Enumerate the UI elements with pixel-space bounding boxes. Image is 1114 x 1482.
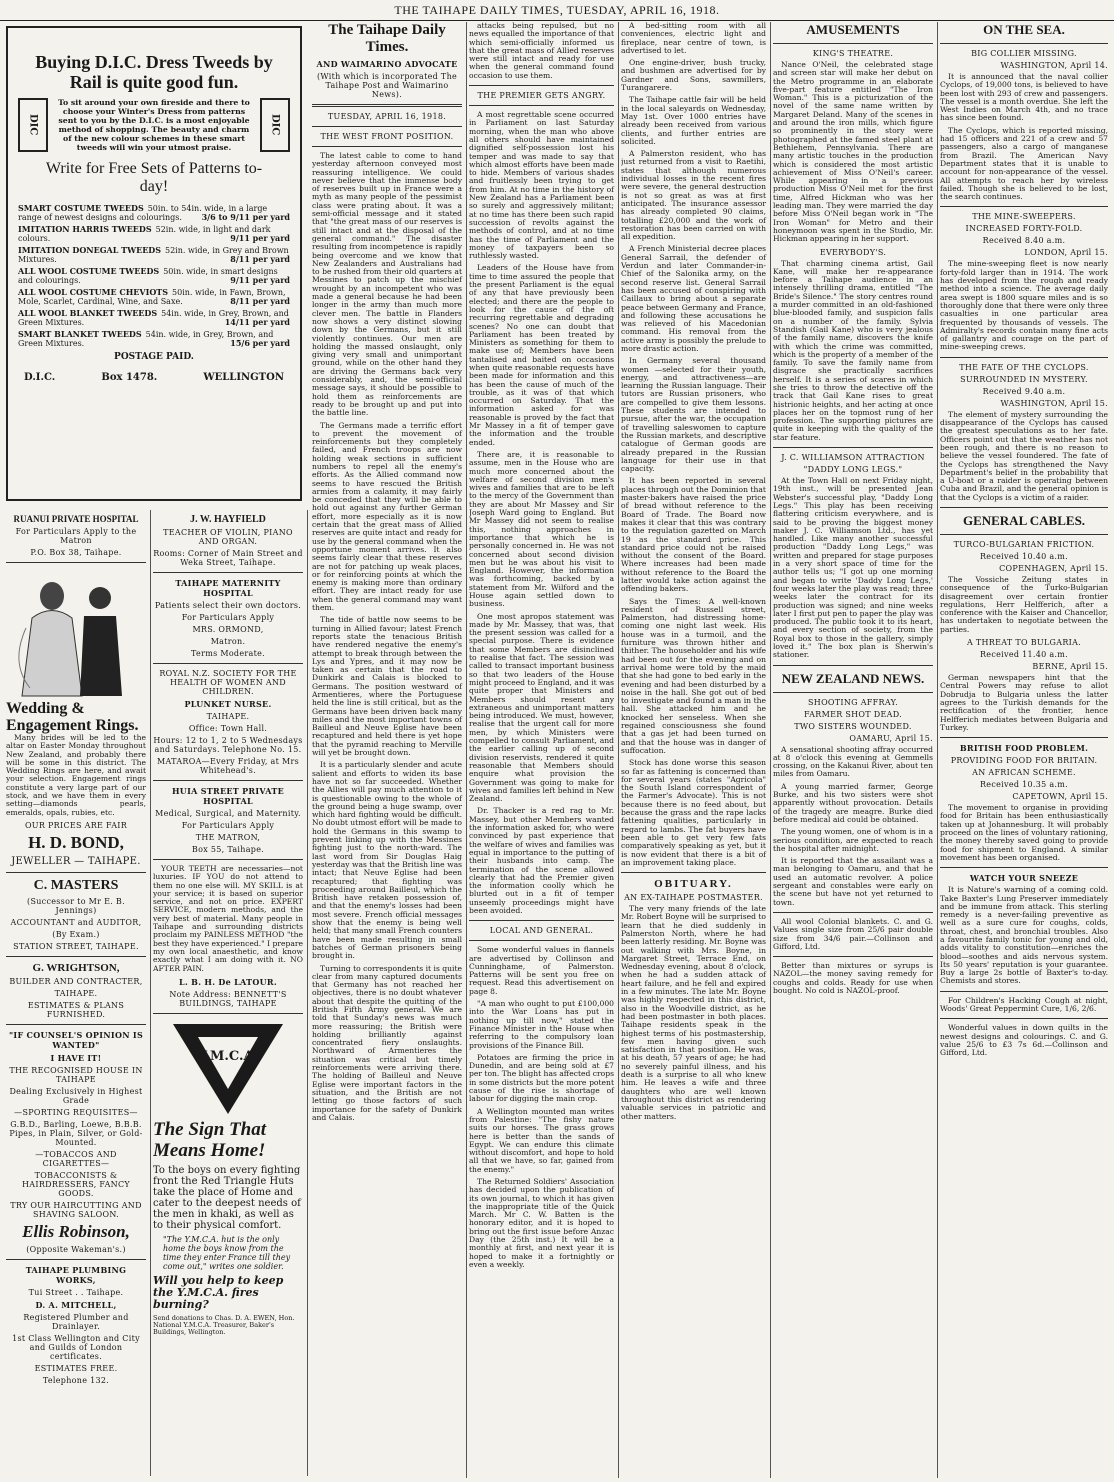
plunket-4: Office: Town Hall. bbox=[188, 724, 268, 733]
local-item: It has been reported in several places through out the Dominion that master-bakers have raised the price of bread without reference to the Board of Trade. The Board now makes it clear that this was contrary to the regulation gazetted on March 19 as the standard price. This standard price could not be raised without the consent of the Board. Where increases had been made without reference to the Board the latter would take action against the offending bakers. bbox=[621, 476, 766, 594]
fate-head: THE FATE OF THE CYCLOPS. bbox=[959, 362, 1089, 372]
counsel-5: —SPORTING REQUISITES— bbox=[14, 1107, 138, 1117]
huia-3: For Particulars Apply bbox=[181, 821, 275, 830]
counsel-7: —TOBACCOS AND CIGARETTES— bbox=[35, 1149, 117, 1168]
kings-head: KING'S THEATRE. bbox=[812, 49, 894, 58]
shoot-dateline: OAMARU, April 15. bbox=[849, 733, 933, 743]
blankets-notice: All wool Colonial blankets. C. and G. Values single size from 25/6 pair double size from 34/6 pair.—Collinson and Gifford, Ltd. bbox=[773, 916, 933, 951]
paper-date: TUESDAY, APRIL 16, 1918. bbox=[327, 112, 447, 121]
shoot-head-1: SHOOTING AFFRAY. bbox=[808, 697, 898, 707]
dic-postage: POSTAGE PAID. bbox=[114, 352, 194, 362]
dic-item bbox=[18, 267, 290, 285]
maternity-4: MRS. ORMOND, bbox=[192, 625, 264, 634]
fate-sub: SURROUNDED IN MYSTERY. bbox=[960, 374, 1088, 384]
dic-item bbox=[18, 309, 290, 327]
dic-item bbox=[18, 225, 290, 243]
hayfield-role: TEACHER OF VIOLIN, PIANO AND ORGAN. bbox=[163, 528, 293, 546]
article-paragraph: The young women, one of whom is in a serious condition, are expected to reach the hospital after midnight. bbox=[773, 827, 933, 853]
local-head: LOCAL AND GENERAL. bbox=[489, 926, 594, 936]
amusements-head: AMUSEMENTS bbox=[806, 22, 900, 37]
ymca-quote: "The Y.M.C.A. hut is the only home the boys know from the time they enter France till they come out," writes one soldier. bbox=[163, 1234, 291, 1271]
obituary-sub: AN EX-TAIHAPE POSTMASTER. bbox=[624, 893, 763, 903]
kings-body bbox=[773, 61, 933, 244]
huia-4: THE MATRON, bbox=[195, 833, 261, 842]
food-recv: Received 10.35 a.m. bbox=[979, 780, 1069, 790]
dic-item-desc: 52in. wide, in Grey and Brown Mixtures. bbox=[18, 246, 289, 264]
dic-item-price: 3/6 to 9/11 per yard bbox=[201, 212, 290, 222]
premier-body bbox=[469, 111, 614, 915]
west-front-head: THE WEST FRONT POSITION. bbox=[320, 132, 454, 141]
paper-title: The Taihape Daily Times. bbox=[328, 22, 446, 55]
dic-footer-left: D.I.C. bbox=[24, 372, 56, 383]
masters-name: C. MASTERS bbox=[33, 877, 119, 893]
general-cables-head: GENERAL CABLES. bbox=[962, 512, 1086, 528]
dic-item-name: ALL WOOL COSTUME CHEVIOTS bbox=[18, 287, 169, 297]
ymca-ask: Will you help to keep the Y.M.C.A. fires burning? bbox=[153, 1273, 284, 1311]
shoot-body bbox=[773, 746, 933, 907]
bride-illustration bbox=[12, 568, 140, 698]
maternity-5: Matron. bbox=[210, 637, 246, 646]
dic-footer-box: Box 1478. bbox=[101, 372, 158, 383]
plumb-6: ESTIMATES FREE. bbox=[34, 1363, 118, 1373]
maternity-3: For Particulars Apply bbox=[181, 613, 275, 622]
dic-body: To sit around your own fireside and there to choose your Winter's Dress from patterns sent to you by the D.I.C. is a most enjoyable method of shopping. The beauty and charm of the new colour schemes in these smart tweeds will win your utmost praise. bbox=[58, 98, 250, 152]
dic-item-name: IMITATION DONEGAL TWEEDS bbox=[18, 245, 161, 255]
paper-sub: AND WAIMARINO ADVOCATE bbox=[316, 59, 458, 69]
plunket-3: TAIHAPE. bbox=[206, 712, 250, 721]
local-item: A Palmerston resident, who has just returned from a visit to Raetihi, states that although numerous individual losses in the recent fires were severe, the general destruction is not so great as was at first anticipated. The insurance assessor has already completed 90 claims, totalling £20,000 and the work of restoration has been carried on with all expedition. bbox=[621, 149, 766, 242]
masthead: THE TAIHAPE DAILY TIMES, TUESDAY, APRIL 16, 1918. bbox=[0, 0, 1114, 21]
local-item: A bed-sitting room with all conveniences, electric light and fireplace, near centre of town, is advertised to let. bbox=[621, 22, 766, 55]
dic-logo-right: DIC bbox=[260, 98, 290, 152]
dic-item-desc: 52in. wide, in light and dark colours. bbox=[18, 225, 271, 243]
wrighton-role: BUILDER AND CONTRACTER, bbox=[9, 976, 143, 986]
plumb-5: 1st Class Wellington and City and Guilds of London certificates. bbox=[12, 1333, 140, 1361]
article-paragraph: A sensational shooting affray occurred at 8 o'clock this evening at Gemmells crossing, on the Kakanui River, about ten miles from Oamaru. bbox=[773, 744, 933, 779]
premier-head: THE PREMIER GETS ANGRY. bbox=[477, 91, 606, 101]
quilts-notice: Wonderful values in down quilts in the newest designs and colourings. C. and G. value 25/6 to £3 7s 6d.—Collinson and Gifford, Ltd. bbox=[940, 1023, 1108, 1058]
column-1 bbox=[6, 510, 151, 1476]
masters-role: ACCOUNTANT and AUDITOR, bbox=[10, 917, 142, 927]
article-paragraph: At the Town Hall on next Friday night, 19th inst., will be presented Jean Webster's successful play, "Daddy Long Legs." This play has been receiving flattering criticism everywhere, and is said to be proving the biggest money maker J. C. Williamson Ltd., has yet handled. Like many another successful production "Daddy Long Legs," was written and prepared for stage purposes in a very short space of time for the author tells us; "I got up one morning and began to write 'Daddy Long Legs,' four weeks later the play was read; three weeks later the contract for its production was signed; and nine weeks later I first put pen to paper the play was produced. The public took it to its heart, and every section of society, from the Royal box to those in the gallery, simply loved it." The box plan is Sherwin's stationer. bbox=[773, 476, 933, 660]
dic-footer-city: WELLINGTON bbox=[203, 372, 284, 383]
plumb-2: Tui Street . . Taihape. bbox=[28, 1287, 124, 1297]
wrighton-est: ESTIMATES & PLANS FURNISHED. bbox=[27, 1000, 125, 1019]
article-paragraph: attacks being repulsed, but no news equalled the importance of that which semi-officially informed us that the great mass of Allied reserves were still intact and ready for use when the general command found occasion to use them. bbox=[469, 22, 614, 80]
ruanui-title: RUANUI PRIVATE HOSPITAL bbox=[13, 514, 139, 524]
local-body bbox=[469, 946, 614, 1269]
turco-recv: Received 10.40 a.m. bbox=[979, 551, 1069, 561]
local-item: One engine-driver, bush trucky, and bushmen are advertised for by Gardner and Sons, sawmillers, Turangarere. bbox=[621, 58, 766, 93]
sneeze-head: WATCH YOUR SNEEZE bbox=[969, 873, 1079, 884]
dic-item-name: SMART BLANKET TWEEDS bbox=[18, 329, 142, 339]
latour-name: L. B. H. De LATOUR. bbox=[179, 976, 277, 987]
article-paragraph: That charming cinema artist, Gail Kane, will make her re-appearance before a Taihape audience in an intensely thrilling drama, entitled "The Bride's Silence." The story centres round a murder committed in an old-fashioned blue-blooded family, and suspicion falls on a number of the family. Sylvia Standish (Gail Kane) who is very jealous of the family name, discovers the knife with which the crime was committed, which is the property of a member of the family. To save the family name from disgrace she practically sacrifices herself. It is a series of scares in which she tries to throw the detective off the track that Gail Kane rises to great histrionic heights, and her acting at once places her on the topmost rung of her profession. The supporting pictures are quite in keeping with the quality of the star feature. bbox=[773, 258, 933, 442]
column-5 bbox=[621, 22, 771, 1478]
food-date: CAPETOWN, April 15. bbox=[1012, 792, 1108, 802]
sweep-date: LONDON, April 15. bbox=[1024, 248, 1108, 258]
article-paragraph: A young married farmer, George Burke, and his two sisters were shot apparently without provocation. Details of the tragedy are meagre. Burke died before medical aid could be obtained. bbox=[773, 781, 933, 824]
column-4 bbox=[469, 22, 619, 1478]
column-7 bbox=[940, 22, 1108, 1478]
dic-item-price: 9/11 per yard bbox=[230, 233, 290, 243]
plunket-6: MATAROA—Every Friday, at Mrs Whitehead's. bbox=[157, 757, 299, 775]
williamson-head: J. C. WILLIAMSON ATTRACTION bbox=[781, 453, 925, 463]
threat-body: German newspapers hint that the Central Powers may refuse to allot Dobrudja to Bulgaria unless the latter agrees to the Turkish demands for the rectification of the frontier, hence Helfferich mediates between Bulgaria and Turkey. bbox=[940, 673, 1108, 732]
counsel-1: "IF COUNSEL'S OPINION IS WANTED" bbox=[8, 1029, 144, 1050]
hayfield-name: J. W. HAYFIELD bbox=[190, 514, 266, 525]
article-paragraph: The Germans made a terrific effort to prevent the movement of reinforcements but they completely failed, and French troops are now holding weak sections in sufficient numbers to repel all the enemy's efforts. As the Allied command now seems to have rescued the British armies from a calamity, it may fairly be conceded that they will be able to hold out against any further German effort, more especially as it is now certain that the great mass of Allied reserves are quite intact and ready for use by the general command when the opportune moment arrives. It also seems fairly clear that these reserves are not for patching up weak places, or for reinforcing points at which the enemy is making more than ordinary effort. They are intact ready for use when the general command may want them. bbox=[312, 420, 462, 613]
huia-1: HUIA STREET PRIVATE HOSPITAL bbox=[171, 786, 285, 806]
article-paragraph: One most apropos statement was made by Mr. Massey, that was, that the present session was called for a special purpose. There is evidence that some Members are disinclined to realise that fact. The session was called to transact important business so that two leaders of the House might proceed to England, and it was quite proper that Ministers and Members should resent any extraneous and unimportant matters being introduced. We must, however, realise that the urgent call for more men, by which Ministers were compelled to consult Parliament, and the earlier calling up of second division reservists, rendered it quite reasonable that Members should enquire what provision the Government was going to make for wives and families left behind in New Zealand. bbox=[469, 611, 614, 804]
masters-exam: (By Exam.) bbox=[52, 929, 100, 939]
ruanui-apply: For Particulars Apply to the Matron bbox=[15, 527, 137, 545]
everybodys-body bbox=[773, 260, 933, 443]
threat-date: BERNE, April 15. bbox=[1032, 662, 1108, 672]
huia-2: Medical, Surgical, and Maternity. bbox=[155, 809, 301, 818]
on-the-sea-head: ON THE SEA. bbox=[983, 22, 1065, 37]
local-item: Says the Times: A well-known resident of Russell street, Palmerston, had distressing home-coming one night last week. His house was in a turmoil, and the furniture was thrown hither and thither. The householder and his wife had been out for the evening and on arrival home were told by the maid that she had gone to bed early in the evening and had been disturbed by a noise in the hall. She got out of bed to investigate and found a man in the hall. She attacked him and he knocked her senseless. When she regained consciousness she found that a gas jet had been turned on and that the house was in danger of suffocation. bbox=[621, 596, 766, 755]
sweep-recv: Received 8.40 a.m. bbox=[982, 236, 1066, 246]
column-3 bbox=[312, 22, 467, 1478]
ellis-name: Ellis Robinson, bbox=[22, 1221, 130, 1241]
obituary-head: OBITUARY. bbox=[654, 878, 733, 891]
collier-head: BIG COLLIER MISSING. bbox=[971, 49, 1077, 58]
plumb-3: D. A. MITCHELL, bbox=[35, 1299, 117, 1310]
dic-item-desc: 50in. wide, in smart designs and colourings. bbox=[18, 267, 278, 285]
ymca-triangle bbox=[153, 1019, 303, 1119]
dic-item bbox=[18, 204, 290, 222]
sweep-head: THE MINE-SWEEPERS. bbox=[972, 212, 1076, 222]
dic-item-name: ALL WOOL COSTUME TWEEDS bbox=[18, 266, 160, 276]
paper-inc: (With which is incorporated The Taihape Post and Waimarino News). bbox=[316, 72, 458, 99]
teeth-body: YOUR TEETH are necessaries—not luxuries. IF YOU do not attend to them no one else will. MY SKILL is at your service; it is based on superior service, and not on price. EXPERT SERVICE, modern methods, and the very best of material. Many people in Taihape and surrounding districts proclaim my PAINLESS METHOD "the best they have experienced." I prepare my own local anaesthetic, and know exactly what I am doing with it. NO AFTER PAIN. bbox=[153, 864, 303, 973]
plumb-1: TAIHAPE PLUMBING WORKS, bbox=[25, 1264, 127, 1285]
food-sub2: AN AFRICAN SCHEME. bbox=[972, 768, 1076, 778]
local-item: In Germany several thousand women —selected for their youth, energy, and attractiveness—are learning the Russian language. Their tutors are Russian prisoners, who are compelled to give them lessons. These students are intended to pursue, after the war, the occupation of travelling saleswomen to capture the Russian markets, and descriptive catalogue of German goods are already prepared in the Russian language for their use in that capacity. bbox=[621, 356, 766, 474]
dic-item-name: ALL WOOL BLANKET TWEEDS bbox=[18, 308, 158, 318]
article-paragraph: The very many friends of the late Mr. Robert Boyne will be surprised to learn that he died suddenly in Palmerston North, where he had been latterly residing. Mr. Boyne was out walking with Mrs. Boyne, in Margaret Street, Terrace End, on Wednesday evening, about 8 o'clock, when he had a sudden attack of heart failure, and he fell and expired in a few minutes. The late Mr. Boyne was highly respected in this district, also in the Woodville district, as he had been postmaster in both places. Taihape residents speak in the highest terms of his postmastership, few men having given such satisfaction in that position. He was, at his death, 57 years of age; he had no severely painful illness, and his death is a surprise to all who knew him. He leaves a wife and three daughters who are well known throughout this district as rendering valuable services in patriotic and other matters. bbox=[621, 904, 766, 1121]
daddy-body bbox=[773, 477, 933, 660]
ellis-sub: (Opposite Wakeman's.) bbox=[26, 1244, 126, 1254]
article-paragraph: It is announced that the naval collier Cyclops, of 19,000 tons, is believed to have been lost with 293 of crew and passengers. The vessel is a month overdue. She left the West Indies on March 4th, and no trace has since been found. bbox=[940, 72, 1108, 123]
shoot-head-2: FARMER SHOT DEAD. bbox=[804, 709, 902, 719]
turco-body: The Vossiche Zeitung states in consequence of the Turko-Bulgarian disagreement over certain frontier regulations, Herr Helfferich, after a conference with the Kaiser and Chancellor, has undertaken to negotiate between the parties. bbox=[940, 574, 1108, 634]
nz-news-head: NEW ZEALAND NEWS. bbox=[781, 670, 925, 686]
local-item: The Returned Soldiers' Association has decided upon the publication of its own journal, to which it has given the inappropriate title of the Quick March. Mr C. W. Batten is the honorary editor, and it is hoped to bring out the first issue before Anzac Day (the 25th inst.) It will be a monthly at first, and next year it is hoped to make it a fortnightly or even a weekly. bbox=[469, 1177, 614, 1269]
wrighton-name: G. WRIGHTSON, bbox=[32, 961, 120, 974]
local-item: Potatoes are firming the price in Dunedin, and are being sold at £7 per ton. The blight has affected crops in some districts but the more potent cause of the rise is shortage of labour for digging the main crop. bbox=[469, 1052, 614, 1104]
plunket-5: Hours: 12 to 1, 2 to 5 Wednesdays and Saturdays. Telephone No. 15. bbox=[153, 736, 303, 754]
local-item: A Wellington mounted man writes from Palestine: "The fishy nature suits our horses. The grass grows here is better than the sands of Egypt. We can endure this climate without discomfort, and hope to hold all that we have, so far, gained from the enemy." bbox=[469, 1106, 614, 1174]
article-paragraph: A most regrettable scene occurred in Parliament on last Saturday morning, when the man who above all others should have maintained dignified self-possession lost his temper and was made to say that which almost efforts have been made to hide. Members of various shades and fruitlessly been trying to get from him. At no time in the history of New Zealand has a Parliament been so surely and aggressively militant; at no time has there been such rapid succession of revolts against the methods of control, and at no time has the time of Parliament and the money of taxpayers been so ruthlessly wasted. bbox=[469, 110, 614, 261]
west-front-body bbox=[312, 152, 462, 1122]
collier-body bbox=[940, 73, 1108, 201]
local-item: The Taihape cattle fair will be held in the local saleyards on Wednesday, May 1st. Over 1000 entries have already been received from various clients, and further entries are solicited. bbox=[621, 95, 766, 146]
food-body: The movement to organise in providing food for Britain has been enthusiastically taken up at Johannesburg. It will probably proceed on the lines of voluntary rationing, the money thereby saved going to provide food for shipment to England. A similar movement has been organised. bbox=[940, 803, 1108, 862]
counsel-8: TOBACCONISTS & HAIRDRESSERS, FANCY GOODS. bbox=[22, 1170, 130, 1198]
maternity-1: TAIHAPE MATERNITY HOSPITAL bbox=[175, 578, 281, 598]
article-paragraph: Leaders of the House have from time to time assured the people that the present Parliament is the equal of any that have previously been elected; and there are the people to look for the cause of the oft recurring regrettable and degrading scenes? No one can doubt that Parliament has been treated by Ministers as something for them to make use of; Members have been tantalised and baited on occasions when quite reasonable requests have been made for information and this has been the cause of much of the trouble, as it was of that which occurred on Saturday. That the information asked for was reasonable is proved by the fact that Mr Massey in a fit of temper gave the information and the trouble ended. bbox=[469, 263, 614, 447]
threat-head: A THREAT TO BULGARIA. bbox=[966, 638, 1082, 648]
dic-item-desc: 50in. to 54in. wide, in a large range of newest designs and colourings. bbox=[18, 204, 268, 222]
local-item: A French Ministerial decree places General Sarrail, the defender of Verdun and later Commander-in-Chief of the Salonika army, on the second reserve list. General Sarrail has been accused of conspiring with Caillaux to bring about a separate peace between Germany and France, and following these accusations he was relieved of his Macedonian command. His removal from the active army is possibly the prelude to more drastic action. bbox=[621, 244, 766, 353]
dic-item-list bbox=[18, 204, 290, 348]
nazol-notice: Better than mixtures or syrups is NAZOL—the money saving remedy for coughs and colds. Ready for use when bought. No cold is NAZOL-proof. bbox=[773, 961, 933, 996]
article-paragraph: Dr. Thacker is a red rag to Mr. Massey, but other Members wanted the information asked for, who were convinced by past experience that the welfare of wives and families was equal in importance to the putting of their husbands into camp. The termination of the scene allowed clearly that had the Premier given the information coolly which he blurted out in a fit of temper unseemly proceedings might have been avoided. bbox=[469, 806, 614, 915]
article-paragraph: It is reported that the assailant was a man belonging to Oamaru, and that he used an automatic revolver. A police sergeant and constables were early on the scene but have not yet returned to town. bbox=[773, 856, 933, 907]
plunket-1: ROYAL N.Z. SOCIETY FOR THE HEALTH OF WOMEN AND CHILDREN. bbox=[159, 669, 297, 696]
local-continued bbox=[621, 22, 766, 867]
dic-logo-left: DIC bbox=[18, 98, 48, 152]
counsel-9: TRY OUR HAIRCUTTING AND SHAVING SALOON. bbox=[10, 1200, 142, 1219]
wedding-title: Wedding & Engagement Rings. bbox=[6, 700, 139, 734]
hayfield-rooms: Rooms: Corner of Main Street and Weka Street, Taihape. bbox=[153, 549, 303, 567]
dic-item-price: 9/11 per yard bbox=[230, 275, 290, 285]
plunket-2: PLUNKET NURSE. bbox=[184, 699, 272, 709]
shoot-head-3: TWO SISTERS WOUNDED. bbox=[794, 721, 912, 731]
wedding-body: Many brides will be led to the altar on Easter Monday throughout New Zealand, and probably there will be some in this district. The Wedding Rings are here, and await your selection. Engagement rings constitute a very large part of our stock, and we have them in every setting—diamonds pearls, emeralds, opals, rubies, etc. bbox=[6, 733, 146, 817]
sweep-body: The mine-sweeping fleet is now nearly forty-fold larger than in 1914. The work has developed from the rough and ready method into a science. The average daily area swept is 1800 square miles and is so thoroughly done that there were only three casualties in one particular area frequented by thousands of vessels. The Admiralty's records contain many fine acts of gallantry and courage on the part of mine-sweeping crews. bbox=[940, 259, 1108, 352]
dic-item bbox=[18, 330, 290, 348]
article-paragraph: The Cyclops, which is reported missing, had 15 officers and 221 of a crew and 57 passengers, also a cargo of manganese from Brazil. The American Navy Department states that it is unable to account for non-appearance of the vessel. All attempts to reach her by wireless failed. Though she is believed to be lost, the search continues. bbox=[940, 125, 1108, 202]
ruanui-box: P.O. Box 38, Taihape. bbox=[30, 548, 122, 557]
maternity-6: Terms Moderate. bbox=[191, 649, 265, 658]
ymca-body: To the boys on every fighting front the Red Triangle Huts take the place of Home and cater to the deepest needs of the men in khaki, as well as to their physical comfort. bbox=[153, 1164, 301, 1231]
food-sub: PROVIDING FOOD FOR BRITAIN. bbox=[950, 756, 1098, 766]
local-item: "A man who ought to put £100,000 into the War Loans has put in nothing up till now," stated the Finance Minister in the House when referring to the compulsory loan provisions of the Finance Bill. bbox=[469, 999, 614, 1050]
article-paragraph: The latest cable to come to hand yesterday afternoon conveyed most reassuring intelligence. We could never believe that the immense body of reserves built up in France were a myth as many people of the pessimist class were prating about. It was a semi-official message and it stated that "the great mass of our reserves is still intact and at the disposal of the general command." The disaster resulting from incompetence is rapidly being overcome and we know that New Zealanders and Australians had to be rushed from their old quarters at Messines to patch up the mischief wrought by an incompetent who was made a general because he had been longer in the army than much more clever men. The battle in Flanders now shows a very distinct slowing down by the Germans, but it still violently continues. Our men are holding the massed onslaught, only giving very small and unimportant ground, while on the other hand they are driving the Germans back very considerably, and, the semi-official message says, it should be possible to hold them as reinforcements are ready to be brought up and put into the battle line. bbox=[312, 151, 462, 418]
bond-sub: JEWELLER — TAIHAPE. bbox=[11, 855, 141, 867]
dic-cta: Write for Free Sets of Patterns to-day! bbox=[45, 160, 263, 195]
article-paragraph: Turning to correspondents it is quite clear from many captured documents that Germany has not reached her objectives, there is no doubt whatever about that despite the quitting of the British Fifth Army general. We are told that Sunday's news was much more reassuring; the British were holding brilliantly against concentrated fiery onslaughts. Northward of Armentieres the situation was critical but timely reinforcements were arriving there. The holding of Bailleul and Neuve Eglise were important factors in the situation, and the British are not letting go those factors of such importance for the safety of Dunkirk and Calais. bbox=[312, 963, 462, 1122]
huia-5: Box 55, Taihape. bbox=[191, 845, 265, 854]
counsel-2: I HAVE IT! bbox=[50, 1052, 102, 1063]
dic-item bbox=[18, 288, 290, 306]
everybodys-head: EVERYBODY'S. bbox=[819, 247, 887, 257]
dic-title: Buying D.I.C. Dress Tweeds by Rail is quite good fun. bbox=[35, 52, 273, 92]
dic-item-desc: 54in. wide, in Grey, Brown, and Green Mixtures. bbox=[18, 309, 289, 327]
counsel-4: Dealing Exclusively in Highest Grade bbox=[9, 1086, 143, 1105]
local-item: Stock has done worse this season so far as fattening is concerned than for several years (states "Agricola" the South Island correspondent of the Farmer's Advocate). This is not because there is no feed about, but because the grass and the rape lacks fattening qualities, particularly in regard to lambs. The fat buyers have been able to get very few fats comparatively speaking as yet, but it is now evident that there is a bit of an improvement taking place. bbox=[621, 758, 766, 867]
ymca-send: Send donations to Chas. D. A. EWEN, Hon. National Y.M.C.A. Treasurer, Baker's Buildings, Wellington. bbox=[153, 1313, 295, 1336]
article-paragraph: Nance O'Neil, the celebrated stage and screen star will make her debut on the Metro programme in an elaborate five-part feature entitled "The Iron Woman." This is a picturization of the novel of the same name written by Margaret Deland. Many of the scenes in and around the iron mills, which figure so prominently in the story were photographed at the famed steel plant at Bethlehem, Pennsylvania. There are many artistic touches in the production which is considered the most artistic achievement of Miss O'Neil's career. While appearing in a previous production Miss O'Neil met for the first time, Alfred Hickman who was her leading man. They were married the day before Miss O'Neil began work in "The Iron Woman" for Metro and their honeymoon was spent in the Studio, Mr. Hickman appearing in her support. bbox=[773, 60, 933, 244]
sweep-sub: INCREASED FORTY-FOLD. bbox=[965, 224, 1083, 234]
counsel-3: THE RECOGNISED HOUSE IN TAIHAPE bbox=[9, 1065, 143, 1084]
wrighton-town: TAIHAPE. bbox=[54, 988, 98, 998]
article-paragraph: There are, it is reasonable to assume, men in the House who are much more concerned about the welfare of second division men's wives and families that are to be left to the mercy of the Government than they are about Mr Massey and Sir Joseph Ward going to England. But Mr Massey did not seem to realise this, nothing approaches in importance that which he is personally concerned in. He was not concerned about second division men but he was about his visit to England. However, the information was forthcoming, backed by a statement from Mr. Wilford and the House again settled down to business. bbox=[469, 449, 614, 609]
turco-date: COPENHAGEN, April 15. bbox=[999, 563, 1108, 573]
dic-advert bbox=[6, 22, 302, 507]
fate-date: WASHINGTON, April 15. bbox=[1000, 398, 1108, 408]
dic-item-price: 8/11 per yard bbox=[230, 254, 290, 264]
masters-succ: (Successor to Mr E. B. Jennings) bbox=[27, 896, 125, 915]
bond-name: H. D. BOND, bbox=[28, 832, 124, 852]
dic-item-price: 14/11 per yard bbox=[224, 317, 290, 327]
column-2 bbox=[153, 510, 308, 1476]
dic-item bbox=[18, 246, 290, 264]
dic-item-name: IMITATION HARRIS TWEEDS bbox=[18, 224, 152, 234]
latour-addr: Note Address: BENNETT'S BUILDINGS, TAIHAPE bbox=[169, 989, 287, 1008]
dic-item-desc: 50in. wide, in Fawn, Brown, Mole, Scarlet, Cardinal, Wine, and Saxe. bbox=[18, 288, 286, 306]
fate-recv: Received 9.40 a.m. bbox=[982, 386, 1066, 396]
fate-body: The element of mystery surrounding the disappearance of the Cyclops has caused the greatest speculations as to her fate. Officers point out that the weather has not been rough, and there is no reason to believe the vessel foundered. The fate of the Cyclops has strengthened the Navy Department's belief in the probability that a U-boat or a raider is operating between Cuba and Brazil, and the general opinion is that the Cyclops is a victim of a raider. bbox=[940, 409, 1108, 502]
dic-item-name: SMART COSTUME TWEEDS bbox=[18, 203, 144, 213]
local-item: Some wonderful values in flannels are advertised by Collinson and Cunninghame, of Palmerston. Patterns will be sent you free on request. Read this advertisement on page 8. bbox=[469, 945, 614, 996]
daddy-head: "DADDY LONG LEGS." bbox=[803, 465, 903, 475]
threat-recv: Received 11.40 a.m. bbox=[979, 650, 1069, 660]
food-head: BRITISH FOOD PROBLEM. bbox=[959, 743, 1089, 754]
ymca-title: The Sign That Means Home! bbox=[153, 1118, 266, 1161]
woods-notice: For Children's Hacking Cough at night, Woods' Great Peppermint Cure, 1/6, 2/6. bbox=[940, 995, 1108, 1014]
counsel-6: G.B.D., Barling, Loewe, B.B.B. Pipes, in Plain, Silver, or Gold-Mounted. bbox=[9, 1119, 143, 1147]
dic-item-price: 8/11 per yard bbox=[230, 296, 290, 306]
article-paragraph: It is a particularly slender and acute salient and efforts to widen its base have not so far succeeded. Whether the Allies will pay much attention to it is questionable owing to the whole of the ground being a huge swamp, over which hard fighting would be difficult. No doubt utmost effort will be made to hold the Germans in this swamp to prevent linking up with the Messines fighting just to the north-ward. The last word from Sir Douglas Haig yesterday was that the British line was intact; that Neuve Eglise had been recaptured; that fighting was proceeding around Bailleul, which the British have retaken possession of, and that the enemy's losses had been most severe. French official messages show that the enemy is being well held; that many small French counters have been made resulting in small batches of German prisoners being brought in. bbox=[312, 760, 463, 961]
dic-item-desc: 54in. wide, in Grey, Brown, and Green Mixtures. bbox=[18, 330, 274, 348]
plumb-4: Registered Plumber and Drainlayer. bbox=[23, 1312, 129, 1331]
sneeze-body: It is Nature's warning of a coming cold. Take Baxter's Lung Preserver immediately and be immune from attack. This sterling remedy is a never-failing preventive as well as a sure cure for coughs, colds, throat, chest, and bronchial troubles. Also a favourite family tonic for young and old, adds vitality to constitution—enriches the blood—soothes and aids nervous system. Its 50 years' reputation is your guarantee. Buy a large 2s bottle of Baxter's to-day. Chemists and stores. bbox=[940, 885, 1108, 986]
plumb-7: Telephone 132. bbox=[42, 1375, 110, 1385]
obituary-body bbox=[621, 905, 766, 1121]
maternity-2: Patients select their own doctors. bbox=[154, 601, 302, 610]
turco-head: TURCO-BULGARIAN FRICTION. bbox=[953, 539, 1095, 549]
prices-fair: OUR PRICES ARE FAIR bbox=[24, 820, 128, 830]
ymca-label: Y.M.C.A. bbox=[197, 1048, 259, 1064]
masters-addr: STATION STREET, TAIHAPE. bbox=[13, 941, 139, 951]
article-paragraph: The tide of battle now seems to be turning in Allied favour; latest French reports state the tenacious British have rendered negative the enemy's attempt to break through between the Lys and Ypres, and it may now be taken as certain that the road to Dunkirk and Calais is blocked to Germans. The position westward of Armentieres, where the Portuguese held the line is still critical, but as the Germans have been driven back many miles and the most important towns of Bailleul and Neuve Eglise have been recaptured and held there is yet hope that the pyramid reaching to Merville will yet be brought down. bbox=[312, 615, 462, 758]
dic-item-price: 15/6 per yard bbox=[230, 338, 290, 348]
collier-date: WASHINGTON, April 14. bbox=[1000, 61, 1108, 70]
column-6 bbox=[773, 22, 938, 1478]
col4-continued bbox=[469, 22, 614, 80]
